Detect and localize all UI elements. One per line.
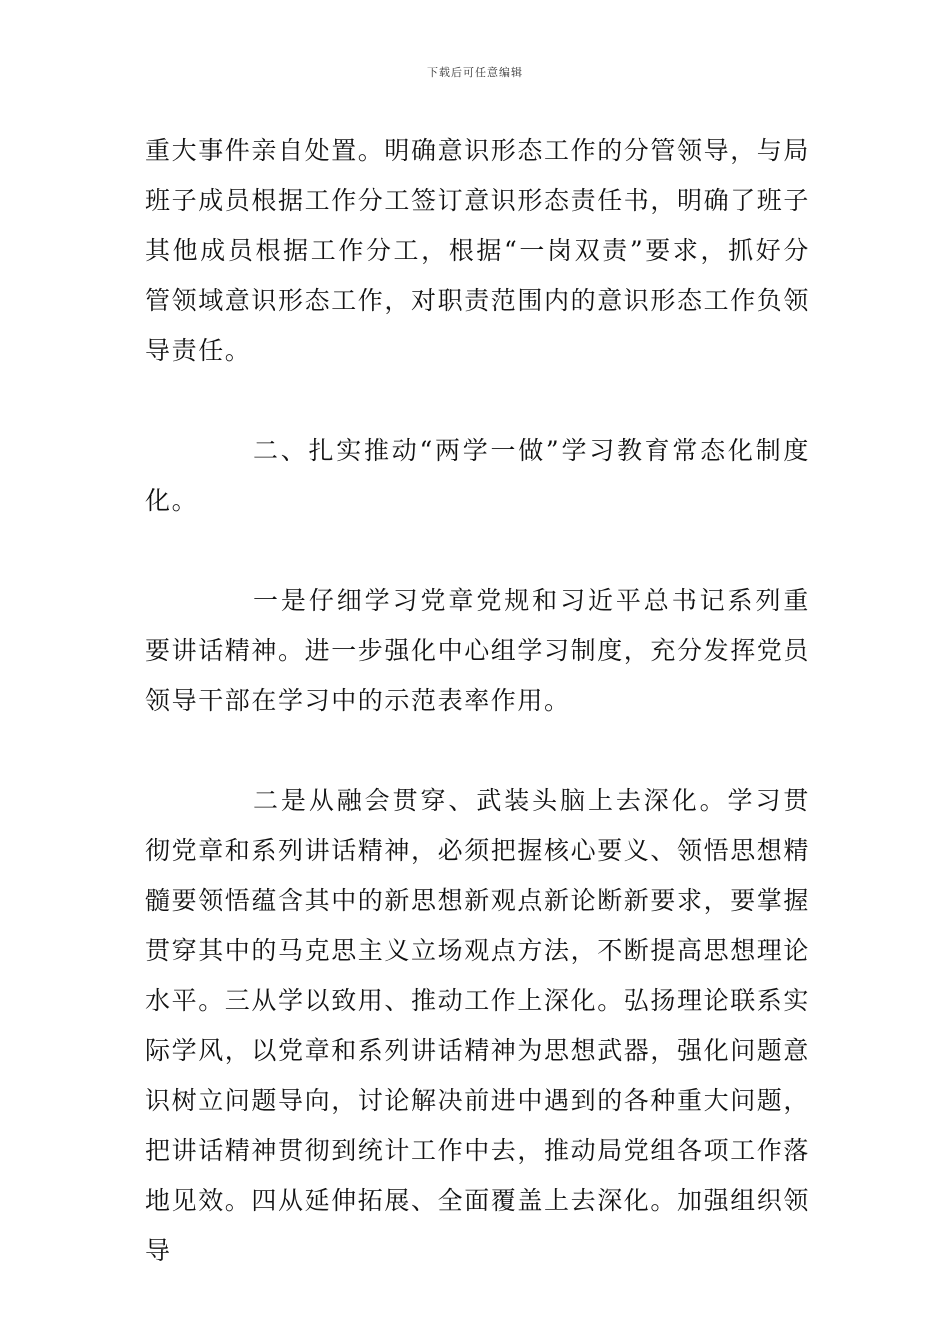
paragraph-continuation: 重大事件亲自处置。明确意识形态工作的分管领导，与局班子成员根据工作分工签订意识形态责任书，明确了班子其他成员根据工作分工，根据“一岗双责”要求，抓好分管领域意识形态工作，对职责范围内的意识形态工作负领导责任。 <box>145 136 811 365</box>
page-header: 下载后可任意编辑 <box>427 66 523 79</box>
paragraph-study: 一是仔细学习党章党规和习近平总书记系列重要讲话精神。进一步强化中心组学习制度，充分发挥党员领导干部在学习中的示范表率作用。 <box>145 586 811 715</box>
document-body <box>145 126 810 1276</box>
paragraph-deepen: 二是从融会贯穿、武装头脑上去深化。学习贯彻党章和系列讲话精神，必须把握核心要义、领悟思想精髓要领悟蕴含其中的新思想新观点新论断新要求，要掌握贯穿其中的马克思主义立场观点方法，不断提高思想理论水平。三从学以致用、推动工作上深化。弘扬理论联系实际学风，以党章和系列讲话精神为思想武器，强化问题意识树立问题导向，讨论解决前进中遇到的各种重大问题，把讲话精神贯彻到统计工作中去，推动局党组各项工作落地见效。四从延伸拓展、全面覆盖上去深化。加强组织领导 <box>145 786 811 1265</box>
section-heading: 二、扎实推动“两学一做”学习教育常态化制度化。 <box>145 436 810 515</box>
